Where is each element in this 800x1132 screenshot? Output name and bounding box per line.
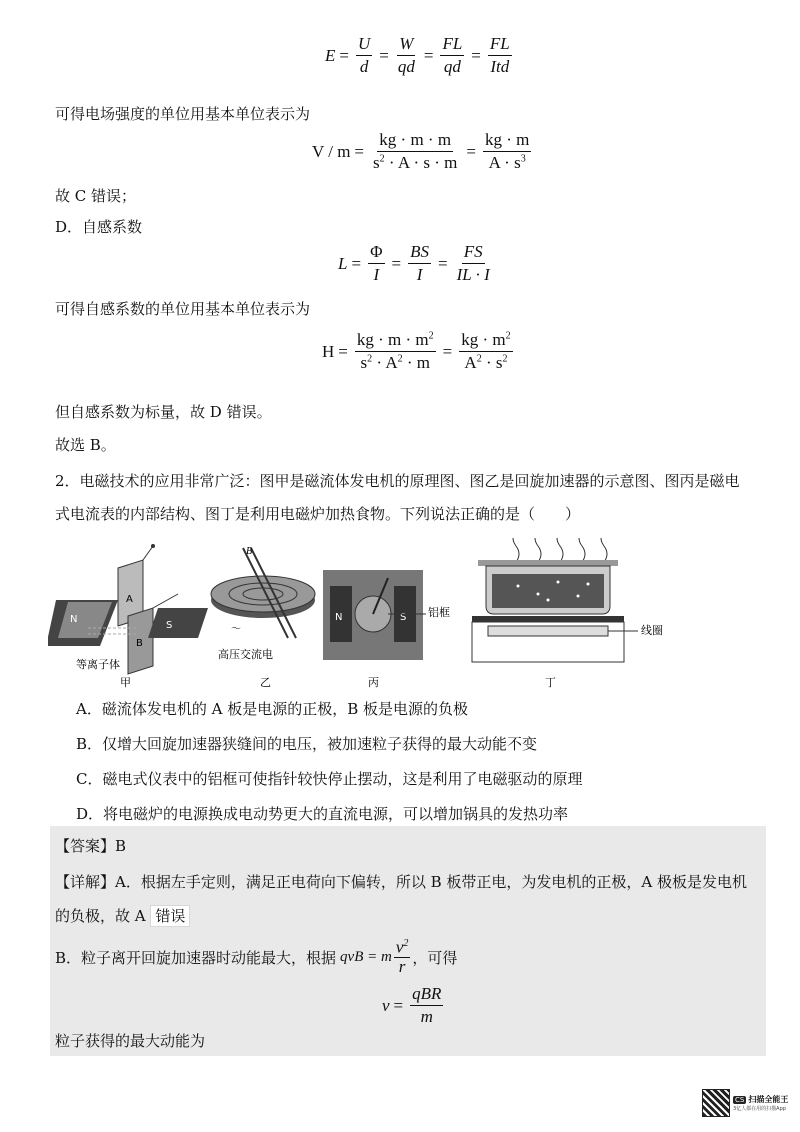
svg-text:S: S <box>400 612 407 623</box>
question-stem: 式电流表的内部结构、图丁是利用电磁炉加热食物。下列说法正确的是（ ） <box>55 505 581 523</box>
scanner-badge: CS 扫描全能王 3亿人都在用的扫描App <box>702 1088 794 1118</box>
svg-text:～: ～ <box>231 624 241 635</box>
figure-yi <box>211 546 315 689</box>
detail-line-4: 粒子获得的最大动能为 <box>55 1032 206 1050</box>
figure-bing <box>323 570 450 689</box>
svg-text:B: B <box>246 546 253 557</box>
figure-jia <box>48 544 208 689</box>
option-d: D．将电磁炉的电源换成电动势更大的直流电源，可以增加锅具的发热功率 <box>76 805 569 823</box>
equation-e-units: V / m = $\frac{kg \cdot m \cdot m}{s^2 \cdot A \cdot s \cdot m}$ = $\frac{kg \cdot m}{A \cdot s^3}$ <box>312 130 530 173</box>
cs-logo: CS <box>735 1095 745 1104</box>
text-line: D．自感系数 <box>55 218 143 236</box>
figures-strip <box>48 538 728 693</box>
svg-text:B: B <box>136 638 143 649</box>
text-line: 故 C 错误； <box>55 187 137 205</box>
question-stem: 2．电磁技术的应用非常广泛：图甲是磁流体发电机的原理图、图乙是回旋加速器的示意图、图丙是磁电 <box>55 472 740 490</box>
text-line: 故选 B。 <box>55 436 116 454</box>
jia-plasma-label: 等离子体 <box>76 658 120 671</box>
jia-caption: 甲 <box>120 676 131 689</box>
ding-caption: 丁 <box>545 676 556 689</box>
bing-caption: 丙 <box>368 676 379 689</box>
answer-line: 【答案】B <box>55 837 127 855</box>
detail-line-3: B．粒子离开回旋加速器时动能最大，根据 qvB = m $\frac{v^2}{r}$ ，可得 <box>55 937 458 977</box>
option-b: B．仅增大回旋加速器狭缝间的电压，被加速粒子获得的最大动能不变 <box>76 735 538 753</box>
equation-h-units: H = $\frac{kg \cdot m \cdot m^2}{s^2 \cdot A^2 \cdot m}$ = $\frac{kg \cdot m^2}{A^2 \cdot s^2}$ <box>322 330 511 373</box>
equation-e-field: E = $\frac{U}{d}$ = $\frac{W}{qd}$ = $\frac{FL}{qd}$ = $\frac{FL}{\text{Itd}}$ <box>325 34 510 77</box>
figure-ding <box>472 538 663 689</box>
svg-text:N: N <box>335 612 343 623</box>
equation-inductance: L = $\frac{\Phi}{I}$ = $\frac{BS}{I}$ = $\frac{FS}{IL \cdot I}$ <box>338 242 490 285</box>
option-a: A．磁流体发电机的 A 板是电源的正极，B 板是电源的负极 <box>76 700 468 718</box>
svg-text:S: S <box>166 620 173 631</box>
eq-lhs: E <box>325 45 336 65</box>
option-c: C．磁电式仪表中的铝框可使指针较快停止摆动，这是利用了电磁驱动的原理 <box>76 770 583 788</box>
ding-coil-label: 线圈 <box>641 624 663 637</box>
equation-velocity: v = $\frac{\text{qBR}}{m}$ <box>382 984 442 1027</box>
text-line: 可得自感系数的单位用基本单位表示为 <box>55 300 311 318</box>
svg-text:A: A <box>126 594 133 605</box>
bing-frame-label: 铝框 <box>428 606 450 619</box>
jia-n-label: N <box>70 614 78 625</box>
yi-ac-label: 高压交流电 <box>218 648 273 661</box>
detail-line: 【详解】A．根据左手定则，满足正电荷向下偏转，所以 B 板带正电，为发电机的正极，A 极板是发电机 <box>55 873 748 891</box>
qr-code <box>702 1089 730 1117</box>
yi-caption: 乙 <box>260 676 271 689</box>
detail-line-2: 的负极，故 A 错误 <box>55 905 190 926</box>
text-line: 可得电场强度的单位用基本单位表示为 <box>55 105 311 123</box>
text-line: 但自感系数为标量，故 D 错误。 <box>55 403 272 421</box>
